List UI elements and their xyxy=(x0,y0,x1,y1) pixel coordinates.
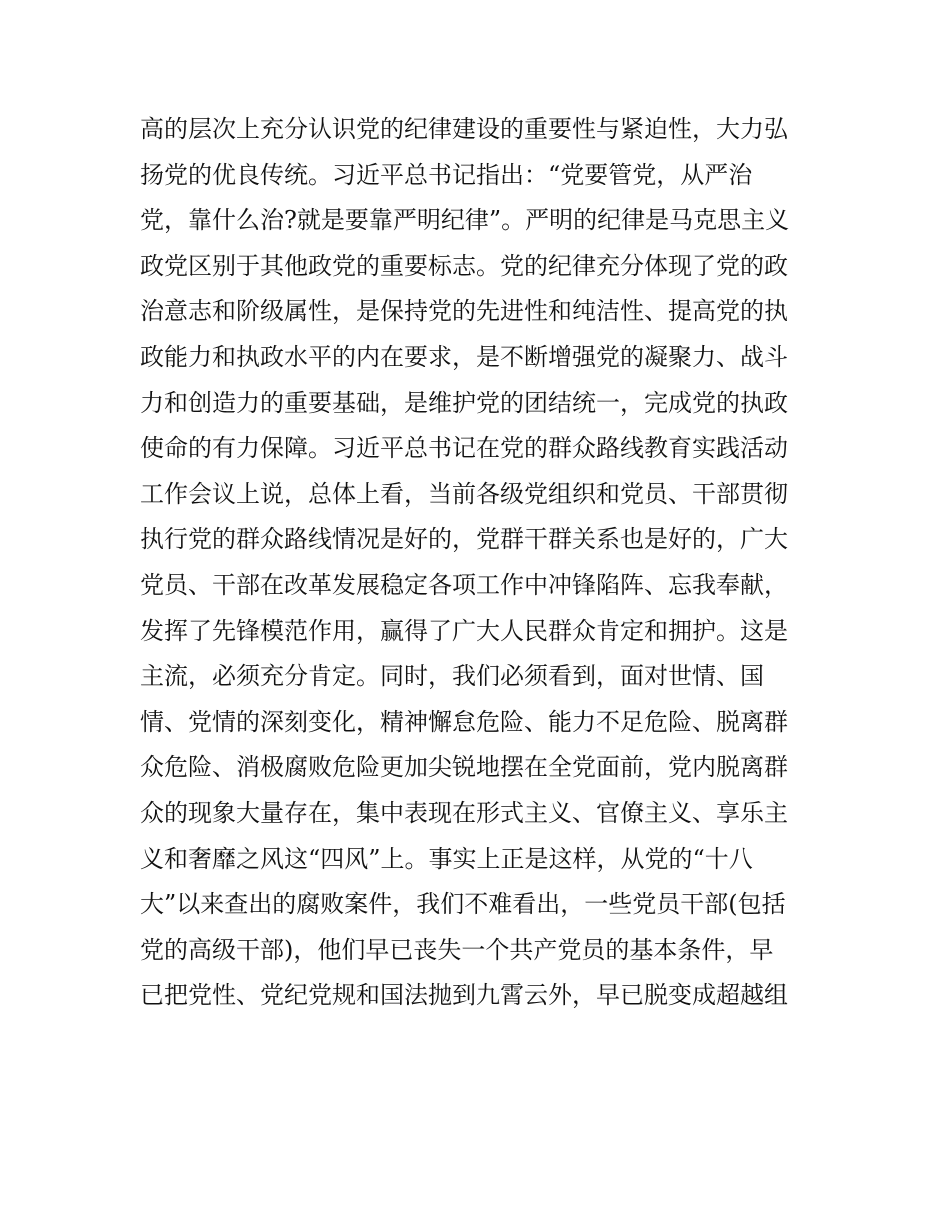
text-line: 发挥了先锋模范作用，赢得了广大人民群众肯定和拥护。这是 xyxy=(140,616,788,645)
text-line: 力和创造力的重要基础，是维护党的团结统一，完成党的执政 xyxy=(140,388,788,417)
text-line: 党员、干部在改革发展稳定各项工作中冲锋陷阵、忘我奉献， xyxy=(140,570,788,599)
text-line: 高的层次上充分认识党的纪律建设的重要性与紧迫性，大力弘 xyxy=(140,115,788,143)
text-line: 党，靠什么治?就是要靠严明纪律”。严明的纪律是马克思主义 xyxy=(140,206,790,235)
text-line: 义和奢靡之风这“四风”上。事实上正是这样，从党的“十八 xyxy=(140,844,753,873)
text-line: 工作会议上说，总体上看，当前各级党组织和党员、干部贯彻 xyxy=(140,479,788,508)
body-text xyxy=(140,107,820,1019)
text-line: 使命的有力保障。习近平总书记在党的群众路线教育实践活动 xyxy=(140,434,788,463)
text-line: 主流，必须充分肯定。同时，我们必须看到，面对世情、国 xyxy=(140,662,764,691)
text-line: 众的现象大量存在，集中表现在形式主义、官僚主义、享乐主 xyxy=(140,798,788,827)
text-line: 政党区别于其他政党的重要标志。党的纪律充分体现了党的政 xyxy=(140,251,788,280)
text-line: 大”以来查出的腐败案件，我们不难看出，一些党员干部(包括 xyxy=(140,890,786,919)
text-line: 执行党的群众路线情况是好的，党群干群关系也是好的，广大 xyxy=(140,525,788,554)
text-line: 情、党情的深刻变化，精神懈怠危险、能力不足危险、脱离群 xyxy=(140,707,788,736)
text-line: 政能力和执政水平的内在要求，是不断增强党的凝聚力、战斗 xyxy=(140,342,788,371)
text-line: 党的高级干部)，他们早已丧失一个共产党员的基本条件，早 xyxy=(140,935,774,964)
text-line: 已把党性、党纪党规和国法抛到九霄云外，早已脱变成超越组 xyxy=(140,981,788,1010)
text-line: 扬党的优良传统。习近平总书记指出：“党要管党，从严治 xyxy=(140,160,753,189)
text-line: 众危险、消极腐败危险更加尖锐地摆在全党面前，党内脱离群 xyxy=(140,753,788,782)
text-line: 治意志和阶级属性，是保持党的先进性和纯洁性、提高党的执 xyxy=(140,297,788,326)
